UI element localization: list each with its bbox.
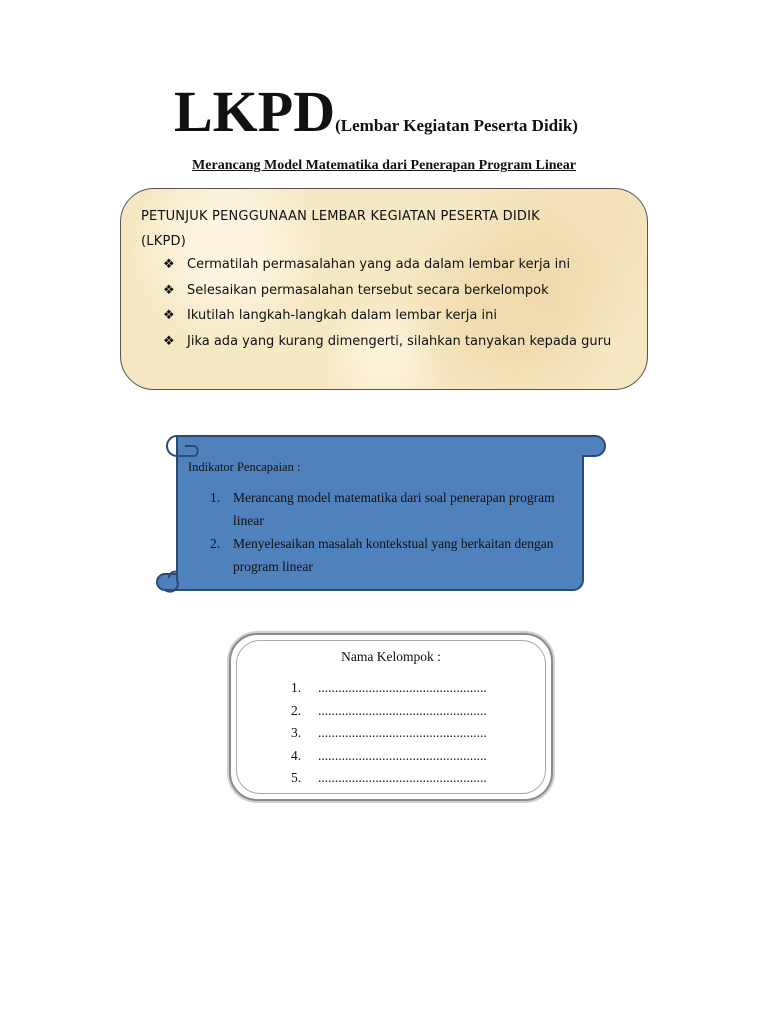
petunjuk-heading-line1: PETUNJUK PENGGUNAAN LEMBAR KEGIATAN PESERTA DIDIK: [141, 209, 540, 224]
nama-kelompok-box: [229, 633, 553, 801]
diamond-bullet-icon: ❖: [163, 333, 175, 349]
kelompok-member-line[interactable]: [291, 767, 487, 790]
member-number: 3.: [291, 725, 302, 741]
kelompok-member-line[interactable]: [291, 677, 487, 700]
nama-kelompok-title: Nama Kelompok :: [341, 649, 441, 664]
petunjuk-item: [163, 278, 633, 304]
kelompok-member-line[interactable]: [291, 745, 487, 768]
diamond-bullet-icon: ❖: [163, 308, 175, 323]
nama-kelompok-list: [291, 677, 487, 790]
member-blank: ..................................................: [318, 725, 487, 741]
member-blank: ..................................................: [318, 680, 487, 695]
member-number: 2.: [291, 702, 302, 718]
member-blank: ..................................................: [318, 770, 487, 786]
title-main: LKPD: [174, 79, 336, 144]
kelompok-member-line[interactable]: [291, 700, 487, 723]
kelompok-member-line[interactable]: [291, 722, 487, 745]
petunjuk-heading-line2: (LKPD): [141, 234, 186, 249]
petunjuk-item: [163, 329, 633, 355]
member-number: 1.: [291, 680, 302, 695]
document-title: [174, 80, 734, 144]
indikator-item-text: Merancang model matematika dari soal penerapan program linear: [233, 490, 555, 528]
diamond-bullet-icon: ❖: [163, 257, 175, 272]
indikator-item: [210, 532, 570, 578]
document-subtitle: Merancang Model Matematika dari Penerapan Program Linear: [192, 158, 576, 173]
petunjuk-box: [120, 188, 648, 390]
member-number: 4.: [291, 747, 302, 763]
member-blank: ..................................................: [318, 747, 487, 763]
petunjuk-item: [163, 252, 633, 278]
indikator-item-number: 1.: [210, 490, 221, 505]
title-expansion: (Lembar Kegiatan Peserta Didik): [335, 116, 578, 135]
petunjuk-heading: [141, 204, 641, 254]
indikator-item: [210, 486, 570, 532]
member-blank: ..................................................: [318, 702, 487, 718]
indikator-label: Indikator Pencapaian :: [188, 460, 301, 474]
petunjuk-item-text: Cermatilah permasalahan yang ada dalam lembar kerja ini: [187, 257, 571, 272]
petunjuk-item-text: Selesaikan permasalahan tersebut secara berkelompok: [187, 282, 549, 298]
petunjuk-item: [163, 303, 633, 329]
petunjuk-item-text: Ikutilah langkah-langkah dalam lembar kerja ini: [187, 308, 497, 323]
indikator-item-number: 2.: [210, 536, 221, 551]
indikator-list: [210, 486, 570, 578]
petunjuk-list: [163, 252, 633, 354]
diamond-bullet-icon: ❖: [163, 282, 175, 298]
member-number: 5.: [291, 770, 302, 786]
petunjuk-item-text: Jika ada yang kurang dimengerti, silahkan tanyakan kepada guru: [187, 333, 612, 349]
indikator-item-text: Menyelesaikan masalah kontekstual yang berkaitan dengan program linear: [233, 536, 554, 574]
